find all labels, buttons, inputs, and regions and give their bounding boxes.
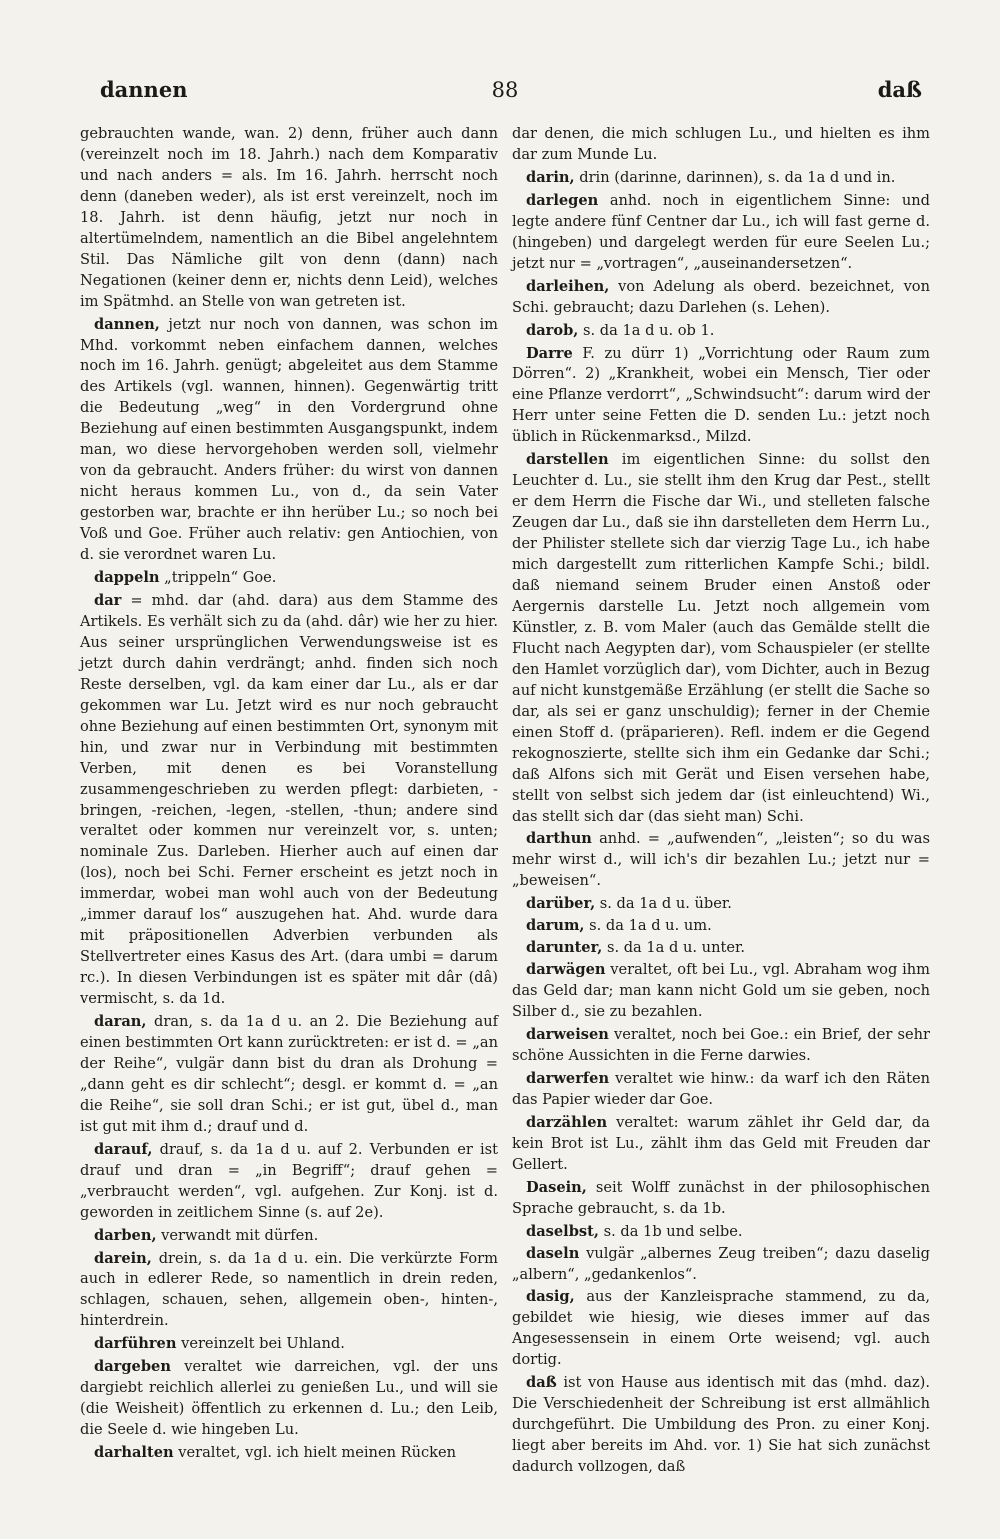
entry-headword: darhalten [94,1444,174,1462]
entry-text: s. da 1a d u. unter. [602,939,745,957]
dictionary-entry [512,124,930,166]
entry-text: veraltet wie darreichen, vgl. der uns dargiebt reichlich allerlei zu genießen Lu., und will sie (die Weisheit) öffentlich zu erkennen d. Lu.; den Leib, die Seele d. wie hingeben Lu. [80,1358,498,1439]
dictionary-entry [512,191,930,275]
entry-text: s. da 1a d u. ob 1. [578,321,715,339]
dictionary-entry [512,1244,930,1286]
entry-text: veraltet, vgl. ich hielt meinen Rücken [173,1444,457,1462]
entry-headword: darüber, [526,895,596,913]
entry-text: F. zu dürr 1) „Vorrichtung oder Raum zum Dörren“. 2) „Krankheit, wobei ein Mensch, Tier oder eine Pflanze verdorrt“, „Schwindsucht“: darum wird der Herr unter seine Fetten die D. senden Lu.: jetzt noch üblich in Rückenmarksd., Milzd. [512,344,930,446]
dictionary-entry [512,168,930,189]
entry-text: s. da 1a d u. über. [595,895,732,913]
entry-headword: darwägen [526,961,606,979]
entry-headword: daselbst, [526,1222,599,1240]
entry-text: s. da 1b und selbe. [598,1222,743,1240]
running-header [80,76,930,108]
page-number: 88 [491,78,519,102]
entry-text: jetzt nur noch von dannen, was schon im Mhd. vorkommt neben einfachem dannen, welches noch im 16. Jahrh. genügt; abgeleitet aus dem Stamme des Artikels (vgl. wannen, hinnen). Gegenwärtig tritt die Bedeutung „weg“ in den Vordergrund ohne Beziehung auf einen bestimmten Ausgangspunkt, indem man, wo diese hervorgehoben werden soll, vielmehr von da gebraucht. Anders früher: du wirst von dannen nicht heraus kommen Lu., von d., da sein Vater gestorben war, brachte er ihn herüber Lu.; so noch bei Voß und Goe. Früher auch relativ: gen Antiochien, von d. sie verordnet waren Lu. [80,315,498,564]
entry-text: veraltet, oft bei Lu., vgl. Abraham wog ihm das Geld dar; man kann nicht Gold um sie geben, noch Silber d., sie zu bezahlen. [512,961,930,1021]
dictionary-entry [80,591,498,1010]
entry-text: aus der Kanzleisprache stammend, zu da, gebildet wie hiesig, wie dieses immer auf das Angesessensein in einem Orte weisend; vgl. auch dortig. [512,1288,930,1369]
entry-headword: dappeln [94,569,160,587]
entry-headword: darführen [94,1335,177,1353]
entry-headword: darunter, [526,939,603,957]
entry-text: drauf, s. da 1a d u. auf 2. Verbunden er ist drauf und dran = „in Begriff“; drauf gehen = „verbraucht werden“, vgl. aufgehen. Zur Konj. ist d. geworden in zeitlichem Sinne (s. auf 2e). [80,1140,498,1221]
dictionary-entry [80,1226,498,1247]
entry-headword: daran, [94,1013,147,1031]
dictionary-entry [80,1334,498,1355]
dictionary-entry [80,1249,498,1333]
right-column [512,124,930,1480]
entry-headword: darum, [526,917,585,935]
dictionary-entry [512,1222,930,1243]
header-left-catchword: dannen [100,77,188,102]
dictionary-entry [512,1025,930,1067]
entry-headword: darweisen [526,1026,609,1044]
dictionary-entry [80,1140,498,1224]
entry-headword: Dasein, [526,1178,587,1196]
dictionary-entry [80,1012,498,1138]
entry-headword: dannen, [94,315,160,333]
entry-headword: darin, [526,168,575,186]
dictionary-entry [512,916,930,937]
entry-headword: dar [94,591,122,609]
entry-text: vulgär „albernes Zeug treiben“; dazu daselig „albern“, „gedankenlos“. [512,1244,930,1283]
entry-headword: darlegen [526,191,599,209]
entry-text: vereinzelt bei Uhland. [176,1335,345,1353]
dictionary-entry [512,938,930,959]
entry-headword: darein, [94,1249,152,1267]
header-right-catchword: daß [877,77,922,102]
entry-text: = mhd. dar (ahd. dara) aus dem Stamme des Artikels. Es verhält sich zu da (ahd. dâr) wie her zu hier. Aus seiner ursprünglichen Verwendungsweise ist es jetzt durch dahin verdrängt; anhd. finden sich noch Reste derselben, vgl. da kam einer dar Lu., als er dar gekommen war Lu. Jetzt wird es nur noch gebraucht ohne Beziehung auf einen bestimmten Ort, synonym mit hin, und zwar nur in Verbindung mit bestimmten Verben, mit denen es bei Voranstellung zusammengeschrieben zu werden pflegt: darbieten, -bringen, -reichen, -legen, -stellen, -thun; andere sind veraltet oder kommen nur vereinzelt vor, s. unten; nominale Zus. Darleben. Hierher auch auf einen dar (los), noch bei Schi. Ferner erscheint es jetzt noch in immerdar, wobei man wohl auch von der Bedeutung „immer darauf los“ auszugehen hat. Ahd. wurde dara mit präpositionellen Adverbien verbunden als Stellvertreter eines Kasus des Art. (dara umbi = darum rc.). In diesen Verbindungen ist es später mit dâr (dâ) vermischt, s. da 1d. [80,591,498,1008]
dictionary-entry [512,1373,930,1478]
entry-text: anhd. noch in eigentlichem Sinne: und legte andere fünf Centner dar Lu., ich will fast gerne d. (hingeben) und dargelegt werden für eure Seelen Lu.; jetzt nur = „vortragen“, „auseinandersetzen“. [512,191,930,272]
dictionary-entry [80,1443,498,1464]
entry-headword: dargeben [94,1358,171,1376]
dictionary-entry [512,1287,930,1371]
dictionary-entry [512,321,930,342]
dictionary-entry [512,960,930,1023]
entry-text: ist von Hause aus identisch mit das (mhd. daz). Die Verschiedenheit der Schreibung ist erst allmählich durchgeführt. Die Umbildung des Pron. zu einer Konj. liegt aber bereits im Ahd. vor. 1) Sie hat sich zunächst dadurch vollzogen, daß [512,1374,930,1476]
dictionary-entry [80,315,498,566]
entry-text: veraltet: warum zählet ihr Geld dar, da kein Brot ist Lu., zählt ihm das Geld mit Freuden dar Gellert. [512,1113,930,1173]
entry-headword: darstellen [526,451,609,469]
entry-text: von Adelung als oberd. bezeichnet, von Schi. gebraucht; dazu Darlehen (s. Lehen). [512,277,930,316]
entry-text: verwandt mit dürfen. [156,1226,319,1244]
entry-headword: darauf, [94,1140,153,1158]
dictionary-entry [512,344,930,449]
dictionary-entry [512,1069,930,1111]
entry-text: s. da 1a d u. um. [584,917,712,935]
dictionary-entry [512,1178,930,1220]
entry-headword: daß [526,1374,557,1392]
entry-headword: darwerfen [526,1069,610,1087]
entry-text: veraltet wie hinw.: da warf ich den Räten das Papier wieder dar Goe. [512,1069,930,1108]
dictionary-entry [512,450,930,827]
entry-headword: darben, [94,1226,157,1244]
dictionary-entry [80,568,498,589]
dictionary-entry [512,1113,930,1176]
dictionary-entry [512,277,930,319]
entry-headword: daseln [526,1244,580,1262]
entry-text: veraltet, noch bei Goe.: ein Brief, der sehr schöne Aussichten in die Ferne darwies. [512,1026,930,1064]
entry-text: dar denen, die mich schlugen Lu., und hielten es ihm dar zum Munde Lu. [512,125,930,163]
dictionary-entry [512,829,930,892]
entry-text: „trippeln“ Goe. [159,569,277,587]
dictionary-entry [512,894,930,915]
entry-headword: darleihen, [526,277,610,295]
entry-text: dran, s. da 1a d u. an 2. Die Beziehung auf einen bestimmten Ort kann zurücktreten: er ist d. = „an der Reihe“, vulgär dann bist du dran als Drohung = „dann geht es dir schlecht“; desgl. er kommt d. = „an die Reihe“, sie soll dran Schi.; er ist gut, übel d., man ist gut mit ihm d.; drauf und d. [80,1013,498,1135]
entry-text: anhd. = „aufwenden“, „leisten“; so du was mehr wirst d., will ich's dir bezahlen Lu.; jetzt nur = „beweisen“. [512,830,930,890]
entry-text: seit Wolff zunächst in der philosophischen Sprache gebraucht, s. da 1b. [512,1178,930,1217]
entry-headword: darzählen [526,1113,608,1131]
dictionary-entry [80,124,498,313]
entry-headword: darthun [526,830,592,848]
entry-text: drin (darinne, darinnen), s. da 1a d und in. [574,168,896,186]
entry-headword: darob, [526,321,579,339]
dictionary-entry [80,1357,498,1441]
entry-headword: dasig, [526,1288,575,1306]
left-column [80,124,498,1466]
entry-text: gebrauchten wande, wan. 2) denn, früher auch dann (vereinzelt noch im 18. Jahrh.) nach dem Komparativ und nach anders = als. Im 16. Jahrh. herrscht noch denn (daneben weder), als ist erst vereinzelt, noch im 18. Jahrh. ist denn häufig, jetzt nur noch in altertümelndem, namentlich an die Bibel angelehntem Stil. Das Nämliche gilt von denn (dann) nach Negationen (keiner denn er, nichts denn Leid), welches im Spätmhd. an Stelle von wan getreten ist. [80,125,498,310]
entry-text: im eigentlichen Sinne: du sollst den Leuchter d. Lu., sie stellt ihm den Krug dar Pest., stellt er dem Herrn die Fische dar Wi., und stelleten falsche Zeugen dar Lu., daß sie ihn darstelleten dem Herrn Lu., der Philister stellete sich dar vierzig Tage Lu., ich habe mich dargestellt zum ritterlichen Kampfe Schi.; bildl. daß niemand seinem Bruder einen Anstoß oder Aergernis darstelle Lu. Jetzt noch allgemein vom Künstler, z. B. vom Maler (auch das Gemälde stellt die Flucht nach Aegypten dar), vom Schauspieler (er stellte den Hamlet vorzüglich dar), vom Dichter, auch in Bezug auf nicht kunstgemäße Erzählung (er stellt die Sache so dar, als sei er ganz unschuldig); ferner in der Chemie einen Stoff d. (präparieren). Refl. indem er die Gegend rekognoszierte, stellte sich ihm ein Gedanke dar Schi.; daß Alfons sich mit Gerät und Eisen versehen habe, stellt von selbst sich jedem dar (ist einleuchtend) Wi., das stellt sich dar (das sieht man) Schi. [512,451,930,825]
entry-headword: Darre [526,344,573,362]
entry-text: drein, s. da 1a d u. ein. Die verkürzte Form auch in edlerer Rede, so namentlich in drein reden, schlagen, schauen, sehen, allgemein oben-, hinten-, hinterdrein. [80,1249,498,1330]
